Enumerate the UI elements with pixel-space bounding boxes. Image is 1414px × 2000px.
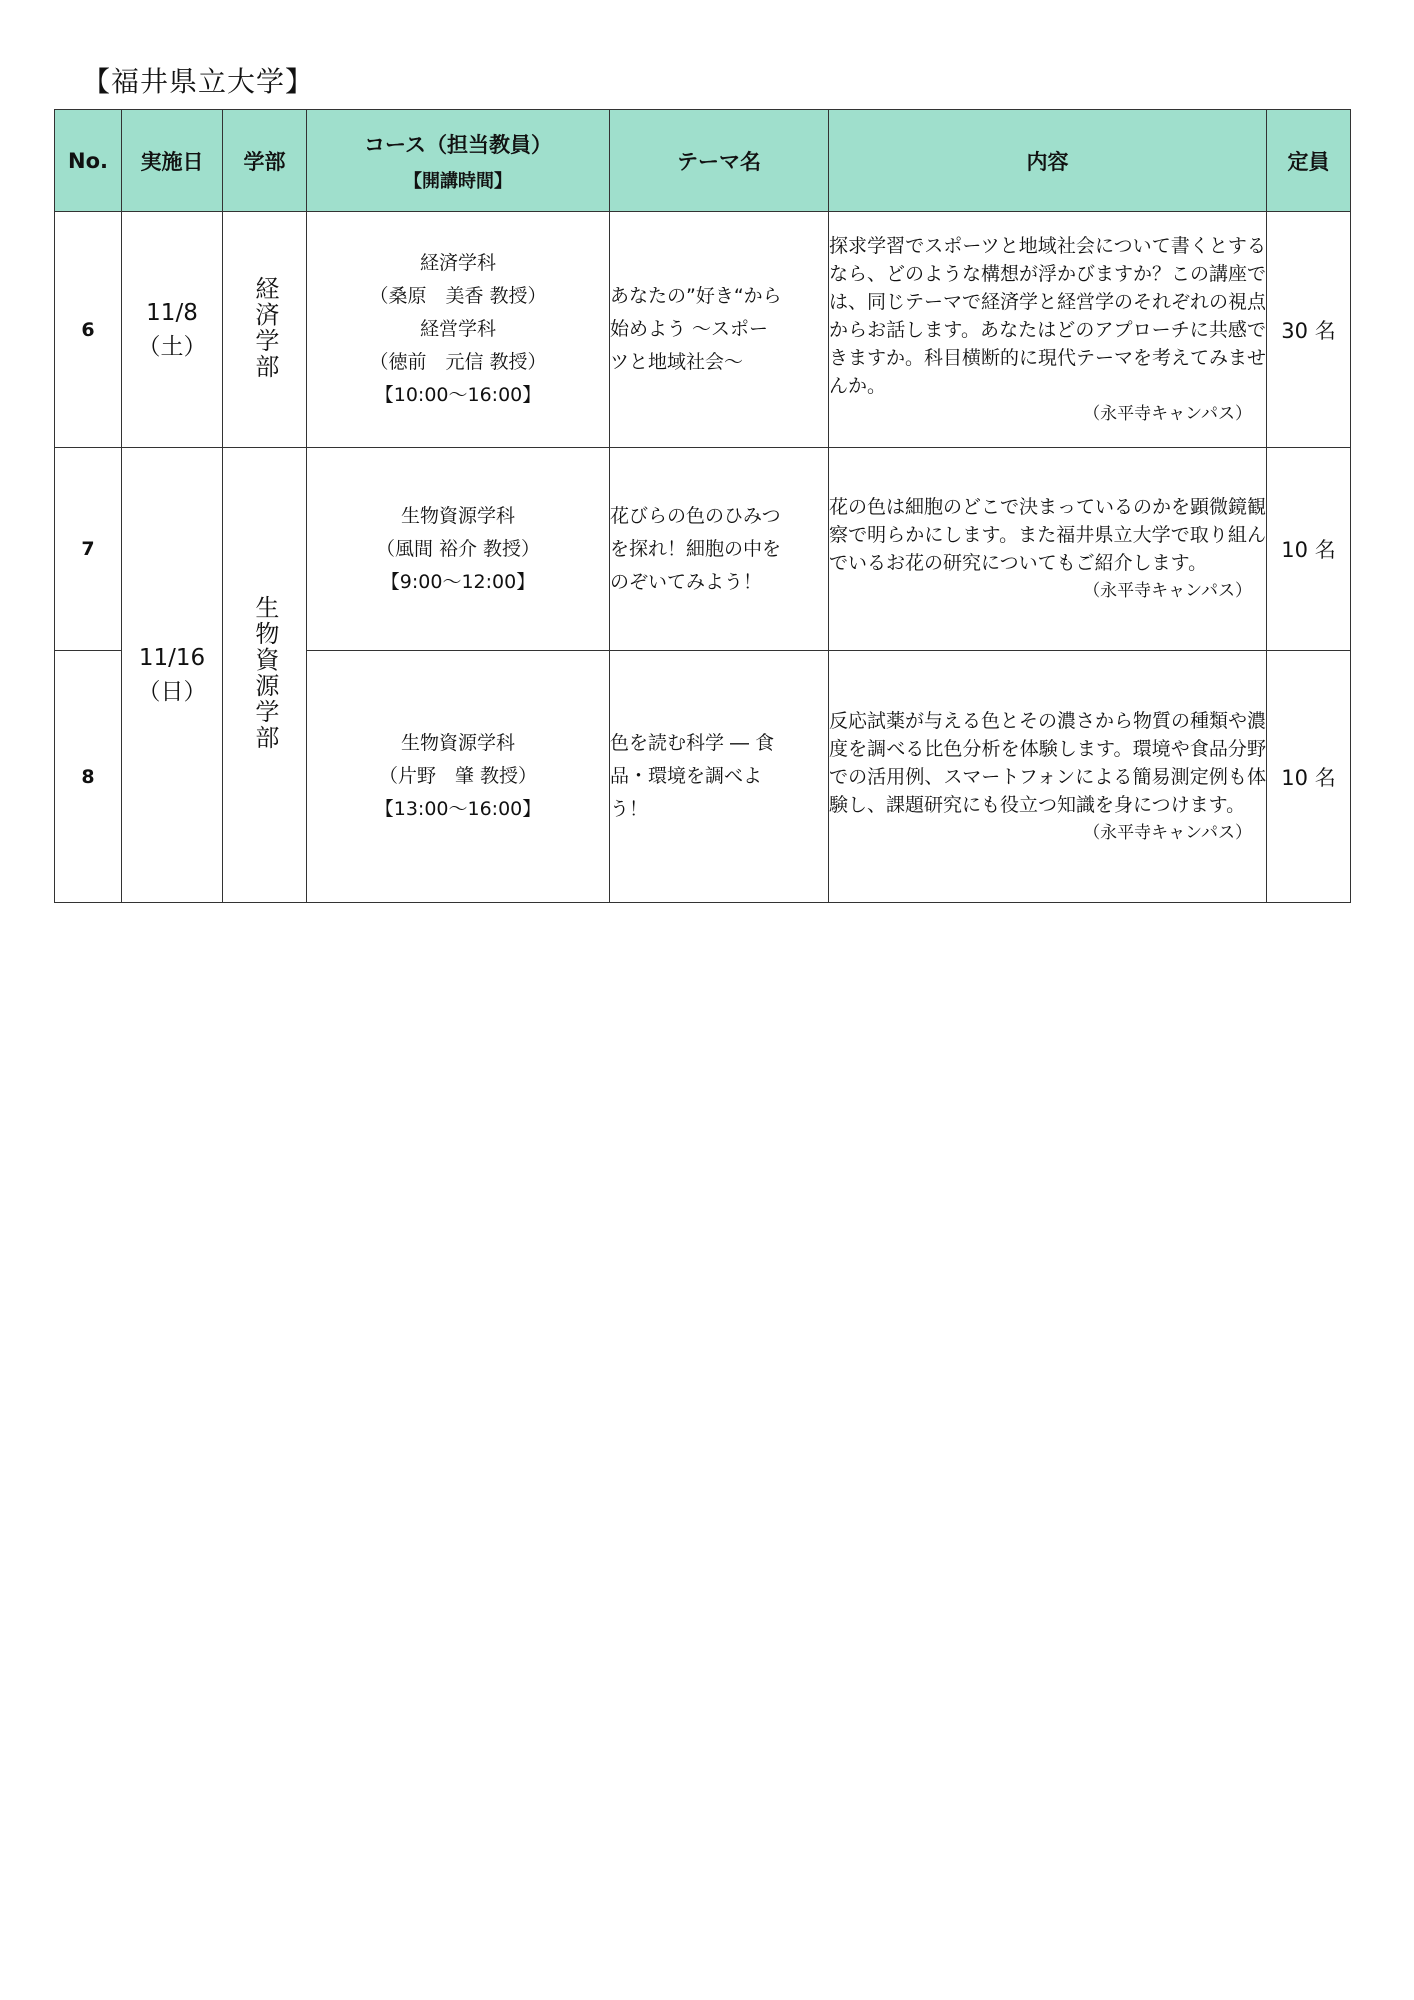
course-line: （桑原 美香 教授） — [369, 285, 547, 307]
theme-line: 色を読む科学 ― 食 — [610, 732, 775, 754]
theme-line: 花びらの色のひみつ — [610, 504, 781, 527]
row-capacity: 10 名 — [1267, 651, 1351, 903]
table-header-row — [55, 110, 1351, 212]
content-text: 花の色は細胞のどこで決まっているのかを顕微鏡観察で明らかにします。また福井県立大学で取り組んでいるお花の研究についてもご紹介します。 — [829, 496, 1267, 574]
row-course — [307, 212, 610, 448]
row-capacity: 10 名 — [1267, 448, 1351, 651]
row-date — [122, 212, 223, 448]
row-content — [829, 212, 1267, 448]
date-day: 11/16 — [138, 645, 206, 671]
course-line: 経済学科 — [419, 252, 496, 274]
row-theme — [610, 651, 829, 903]
course-line: （片野 肇 教授） — [378, 765, 538, 787]
row-faculty — [223, 212, 307, 448]
course-line: 【9:00～12:00】 — [380, 570, 536, 593]
table-row — [55, 212, 1351, 448]
row-capacity: 30 名 — [1267, 212, 1351, 448]
row-theme — [610, 448, 829, 651]
row-no: 6 — [55, 212, 122, 448]
content-text: 反応試薬が与える色とその濃さから物質の種類や濃度を調べる比色分析を体験します。環境や食品分野での活用例、スマートフォンによる簡易測定例も体験し、課題研究にも役立つ知識を身につけます。 — [829, 709, 1267, 816]
faculty-name: 生物資源学部 — [250, 595, 279, 751]
theme-line: ツと地域社会～ — [610, 351, 744, 373]
table-row — [55, 448, 1351, 651]
theme-line: 始めよう ～スポー — [610, 318, 769, 340]
theme-line: 品・環境を調べよ — [610, 765, 763, 787]
course-line: 生物資源学科 — [400, 732, 515, 754]
header-capacity: 定員 — [1267, 110, 1351, 212]
row-theme — [610, 212, 829, 448]
date-day: 11/8 — [146, 299, 198, 326]
campus-label: （永平寺キャンパス） — [1083, 403, 1252, 424]
course-line: 【10:00～16:00】 — [374, 384, 542, 406]
course-line: 経営学科 — [419, 318, 496, 340]
header-faculty: 学部 — [223, 110, 307, 212]
row-faculty — [223, 448, 307, 903]
header-content: 内容 — [829, 110, 1267, 212]
page-title: 【福井県立大学】 — [82, 65, 315, 98]
course-schedule-table — [54, 109, 1351, 903]
date-weekday: （土） — [137, 333, 207, 360]
row-course — [307, 448, 610, 651]
row-date — [122, 448, 223, 903]
header-course-time: 【開講時間】 — [404, 170, 512, 192]
course-line: 【13:00～16:00】 — [374, 798, 542, 820]
campus-label: （永平寺キャンパス） — [1083, 581, 1252, 601]
row-content — [829, 651, 1267, 903]
row-course — [307, 651, 610, 903]
course-line: 生物資源学科 — [400, 504, 515, 527]
date-weekday: （日） — [137, 679, 207, 705]
theme-line: を探れ！細胞の中を — [610, 537, 782, 560]
row-content — [829, 448, 1267, 651]
row-no: 7 — [55, 448, 122, 651]
course-line: （徳前 元信 教授） — [369, 351, 547, 373]
theme-line: のぞいてみよう！ — [610, 570, 763, 593]
faculty-name: 経済学部 — [250, 275, 279, 380]
header-no: No. — [55, 110, 122, 212]
header-course — [307, 110, 610, 212]
course-line: （風間 裕介 教授） — [375, 537, 541, 560]
row-no: 8 — [55, 651, 122, 903]
theme-line: あなたの”好き“から — [610, 285, 782, 307]
campus-label: （永平寺キャンパス） — [1083, 822, 1252, 843]
header-course-label: コース（担当教員） — [364, 132, 552, 157]
content-text: 探求学習でスポーツと地域社会について書くとするなら、どのような構想が浮かびますか？この講座では、同じテーマで経済学と経営学のそれぞれの視点からお話します。あなたはどのアプローチに共感できますか。科目横断的に現代テーマを考えてみませんか。 — [829, 234, 1267, 397]
header-theme: テーマ名 — [610, 110, 829, 212]
theme-line: う！ — [610, 798, 649, 820]
header-date: 実施日 — [122, 110, 223, 212]
